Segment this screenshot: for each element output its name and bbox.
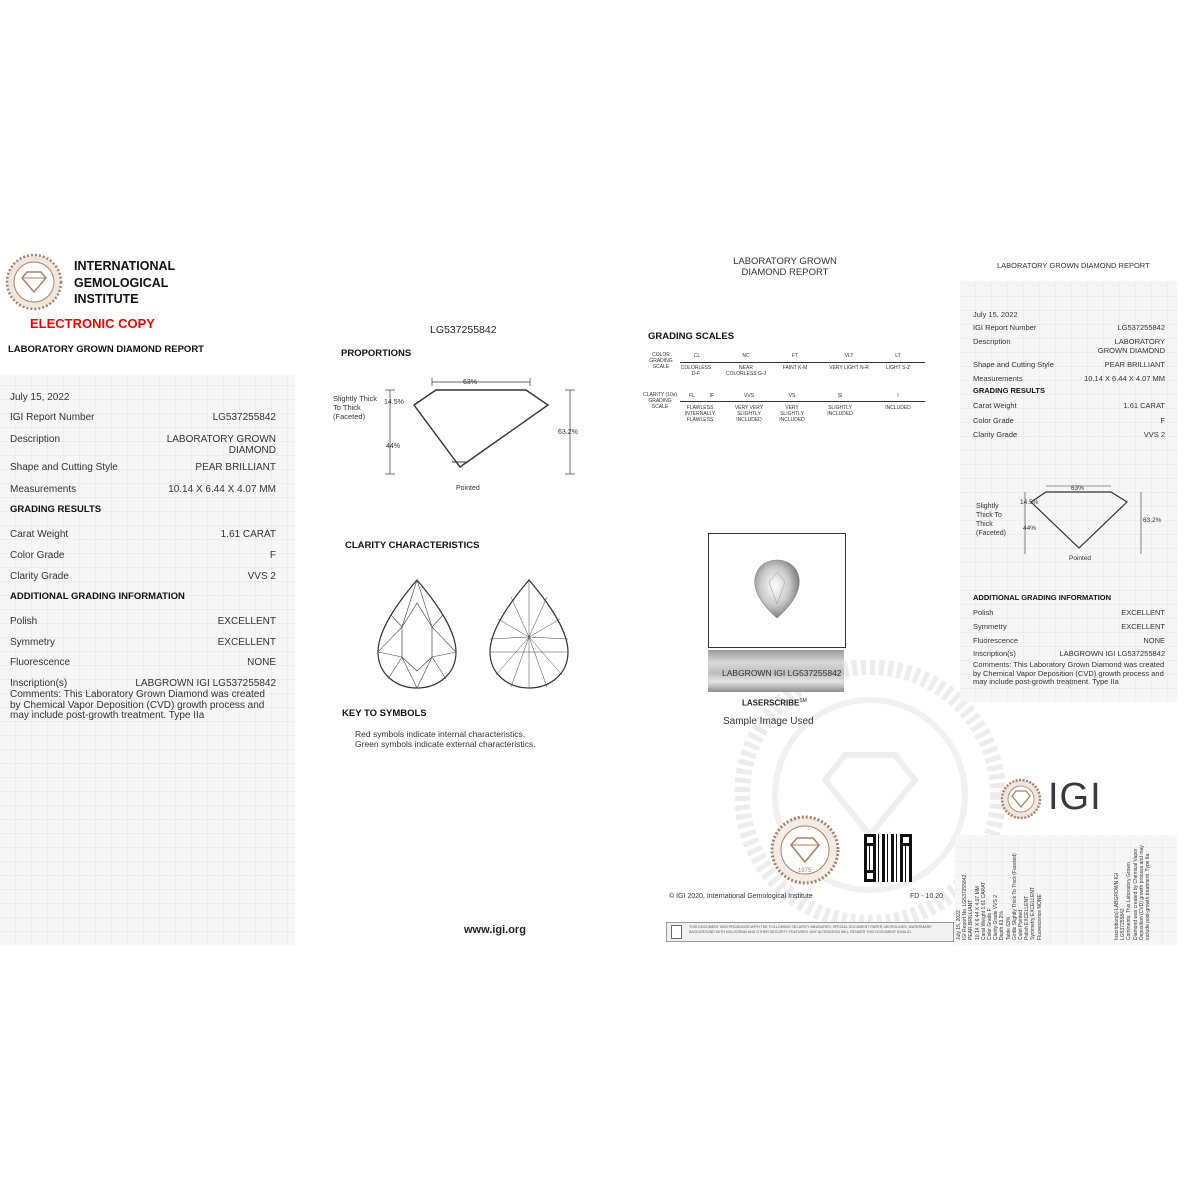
institute-line-3: INSTITUTE	[74, 292, 139, 306]
pavilion-pct: 44%	[386, 443, 401, 450]
far-right-header: LABORATORY GROWN DIAMOND REPORT	[997, 261, 1150, 270]
proportions-heading: PROPORTIONS	[341, 348, 412, 359]
row-label: Fluorescence	[10, 657, 71, 668]
fr-date: July 15, 2022	[973, 310, 1018, 319]
stub-line: Polish EXCELLENT	[1024, 895, 1031, 940]
fr-girdle-label: Slightly Thick To Thick (Faceted)	[976, 503, 1006, 537]
clarity-row	[10, 571, 276, 582]
crown-pct: 14.5%	[384, 399, 404, 406]
fr-carat-row	[973, 401, 1165, 410]
fr-proportions-diagram	[1015, 478, 1165, 568]
carat-row	[10, 529, 276, 540]
stub-line: Clarity Grade VVS 2	[993, 894, 1000, 940]
row-value: PEAR BRILLIANT	[195, 462, 276, 473]
row-value: LG537255842	[212, 412, 276, 423]
fr-pavilion-pct: 44%	[1023, 525, 1037, 532]
pear-pavilion-diagram	[486, 577, 572, 692]
clarity-scale-line	[680, 401, 925, 402]
fr-comments-text: Comments: This Laboratory Grown Diamond was created by Chemical Vapor Deposition (CVD) growth process and may include post-growth treatment. Type IIa	[973, 660, 1165, 686]
fr-polish-row	[973, 608, 1165, 617]
stub-line: Symmetry EXCELLENT	[1030, 886, 1037, 940]
row-value: 10.14 X 6.44 X 4.07 MM	[168, 484, 276, 495]
clarity-desc-fl: FLAWLESS	[686, 405, 714, 411]
row-label: Clarity Grade	[973, 430, 1018, 439]
row-value: EXCELLENT	[217, 616, 276, 627]
fr-depth-pct: 63.2%	[1143, 517, 1162, 524]
row-value: F	[1160, 416, 1165, 425]
institute-name	[74, 258, 175, 308]
row-label: Shape and Cutting Style	[10, 462, 118, 473]
clarity-desc-si: SLIGHTLY INCLUDED	[827, 405, 853, 417]
color-code-vlt: VLT	[844, 353, 854, 359]
stub-line: Fluorescence NONE	[1036, 894, 1043, 940]
row-value: VVS 2	[247, 571, 276, 582]
report-title: LABORATORY GROWN DIAMOND REPORT	[8, 344, 204, 355]
report-date: July 15, 2022	[10, 392, 70, 403]
row-label: Description	[10, 434, 61, 445]
color-desc-nc: NEAR COLORLESS G-J	[726, 365, 767, 377]
proportions-diagram	[330, 370, 590, 500]
fr-crown-pct: 14.5%	[1020, 499, 1039, 506]
qr-code[interactable]	[864, 834, 912, 882]
laserscribe-label	[742, 698, 807, 708]
row-label: Fluorescence	[973, 636, 1019, 645]
laserscribe-image	[708, 650, 844, 692]
key-to-symbols-heading: KEY TO SYMBOLS	[342, 708, 427, 719]
row-label: Shape and Cutting Style	[973, 360, 1054, 369]
row-value: 10.14 X 6.44 X 4.07 MM	[1084, 374, 1165, 383]
color-code-lt: LT	[895, 353, 901, 359]
color-row	[10, 550, 276, 561]
row-label: Description	[973, 337, 1011, 346]
diamond-photo	[709, 534, 845, 647]
fr-inscription-row	[973, 649, 1165, 658]
color-code-ft: FT	[791, 353, 799, 359]
clarity-desc-fl-if	[680, 405, 720, 423]
grading-results-heading: GRADING RESULTS	[10, 504, 102, 515]
laserscribe-text: LASERSCRIBE	[742, 698, 800, 708]
sample-caption: Sample Image Used	[723, 716, 814, 727]
stub-line: IGI Report No. LG537255842	[962, 874, 969, 940]
key-line-green: Green symbols indicate external characteristics.	[355, 739, 536, 749]
stub-line: Color Grade F	[987, 908, 994, 940]
row-label: Polish	[10, 616, 38, 627]
row-label: Measurements	[10, 484, 77, 495]
clarity-code-fl: FL	[689, 393, 695, 399]
clarity-code-i: I	[897, 393, 899, 399]
report-number-row	[10, 412, 276, 423]
igi-seal-stamp	[770, 815, 840, 885]
right-report-header: LABORATORY GROWN DIAMOND REPORT	[733, 256, 837, 278]
institute-line-1: INTERNATIONAL	[74, 259, 176, 273]
clarity-characteristics-heading: CLARITY CHARACTERISTICS	[345, 540, 480, 551]
stub-line: 10.14 X 6.44 X 4.07 MM	[974, 886, 981, 940]
row-label: Carat Weight	[973, 401, 1017, 410]
row-label: Clarity Grade	[10, 571, 69, 582]
pear-crown-diagram	[374, 577, 460, 692]
qr-finder-tr	[900, 834, 912, 846]
row-value: LABGROWN IGI LG537255842	[135, 678, 276, 689]
electronic-copy-label: ELECTRONIC COPY	[30, 316, 155, 331]
color-scale-line	[680, 362, 925, 363]
symmetry-row	[10, 637, 276, 648]
laserscribe-sup: SM	[799, 698, 807, 704]
shape-row	[10, 462, 276, 473]
fr-measurements-row	[973, 374, 1165, 383]
clarity-desc-i: INCLUDED	[885, 405, 911, 411]
fr-description-row	[973, 337, 1165, 355]
row-value: EXCELLENT	[217, 637, 276, 648]
color-desc-lt: LIGHT S-Z	[885, 365, 911, 371]
copyright-text: © IGI 2020, International Gemological Institute	[669, 893, 813, 900]
stub-line: Carat Weight 1.61 CARAT	[980, 881, 987, 940]
fr-clarity-row	[973, 430, 1165, 439]
fr-culet-label: Pointed	[1069, 555, 1092, 562]
table-pct: 63%	[463, 379, 478, 386]
stub-line: PEAR BRILLIANT	[968, 899, 975, 940]
color-desc-cl: COLORLESS D-F	[680, 365, 712, 377]
form-code: FD - 10 20	[910, 893, 944, 900]
qr-finder-tl	[864, 834, 876, 846]
igi-logo-icon	[1000, 778, 1042, 820]
igi-seal-logo	[5, 253, 63, 311]
girdle-label: Slightly Thick To Thick (Faceted)	[333, 394, 378, 421]
color-scale-label: COLOR GRADING SCALE	[649, 352, 673, 370]
seal-year: 1975	[798, 868, 812, 874]
description-row	[10, 434, 276, 456]
row-value: NONE	[247, 657, 276, 668]
clarity-code-if: IF	[709, 393, 715, 399]
row-label: Measurements	[973, 374, 1023, 383]
grading-scales-heading: GRADING SCALES	[648, 331, 735, 342]
row-value: VVS 2	[1143, 430, 1165, 439]
color-code-nc: NC	[742, 353, 750, 359]
security-banner	[666, 922, 954, 942]
row-label: Inscription(s)	[10, 678, 68, 689]
additional-info-heading: ADDITIONAL GRADING INFORMATION	[10, 591, 185, 602]
depth-pct: 63.2%	[558, 429, 578, 436]
laserscribe-inscription: LABGROWN IGI LG537255842	[722, 668, 842, 678]
polish-row	[10, 616, 276, 627]
security-icon	[671, 925, 682, 939]
stub-extra-block	[1114, 845, 1174, 940]
color-desc-ft: FAINT K-M	[782, 365, 808, 371]
stub-line: Culet Pointed	[1018, 909, 1025, 940]
row-value: EXCELLENT	[1121, 608, 1165, 617]
color-code-cl: CL	[693, 353, 701, 359]
measurements-row	[10, 484, 276, 495]
row-value: PEAR BRILLIANT	[1104, 360, 1165, 369]
culet-label: Pointed	[456, 485, 480, 492]
row-label: Symmetry	[10, 637, 55, 648]
key-line-red: Red symbols indicate internal characteristics.	[355, 729, 526, 739]
row-label: IGI Report Number	[973, 323, 1037, 332]
row-label: Color Grade	[10, 550, 65, 561]
fr-additional-heading: ADDITIONAL GRADING INFORMATION	[973, 593, 1112, 602]
fluorescence-row	[10, 657, 276, 668]
fr-symmetry-row	[973, 622, 1165, 631]
row-label: Inscription(s)	[973, 649, 1016, 658]
fr-table-pct: 63%	[1071, 485, 1085, 492]
clarity-desc-vvs: VERY VERY SLIGHTLY INCLUDED	[734, 405, 764, 423]
stub-comments: Comments: This Laboratory Grown Diamond was created by Chemical Vapor Deposition (CVD) growth process and may include post-growth treatment. Type IIa	[1126, 845, 1152, 940]
clarity-desc-vs: VERY SLIGHTLY INCLUDED	[779, 405, 805, 423]
fr-color-row	[973, 416, 1165, 425]
sample-image-box	[708, 533, 846, 648]
middle-report-number: LG537255842	[430, 324, 497, 336]
clarity-scale-label: CLARITY (10x) GRADING SCALE	[643, 392, 677, 410]
website-link[interactable]: www.igi.org	[464, 924, 526, 936]
clarity-desc-if: INTERNALLY FLAWLESS	[684, 411, 716, 423]
row-value: 1.61 CARAT	[220, 529, 276, 540]
fr-grading-results-heading: GRADING RESULTS	[973, 386, 1045, 395]
row-value: NONE	[1143, 636, 1165, 645]
row-value: F	[269, 550, 276, 561]
fr-shape-row	[973, 360, 1165, 369]
row-value: LABGROWN IGI LG537255842	[1059, 649, 1165, 658]
clarity-code-si: SI	[837, 393, 843, 399]
comments-text: Comments: This Laboratory Grown Diamond was created by Chemical Vapor Deposition (CVD) growth process and may include post-growth treatment. Type IIa	[10, 689, 265, 721]
row-label: Color Grade	[973, 416, 1014, 425]
row-value: LG537255842	[1117, 323, 1165, 332]
qr-finder-bl	[864, 870, 876, 882]
row-value: EXCELLENT	[1121, 622, 1165, 631]
institute-line-2: GEMOLOGICAL	[74, 275, 169, 290]
clarity-code-vvs: VVS	[743, 393, 754, 399]
stub-line: Depth 63.2%	[999, 911, 1006, 940]
clarity-code-vs: VS	[788, 393, 796, 399]
fr-fluorescence-row	[973, 636, 1165, 645]
inscription-row	[10, 678, 276, 689]
row-label: Polish	[973, 608, 994, 617]
row-label: IGI Report Number	[10, 412, 95, 423]
igi-logo-text: IGI	[1048, 776, 1102, 818]
stub-line: July 15, 2022	[956, 910, 962, 940]
row-value: 1.61 CARAT	[1123, 401, 1165, 410]
row-label: Symmetry	[973, 622, 1007, 631]
security-note: THIS DOCUMENT WAS PRODUCED WITH THE FOLLOWING SECURITY MEASURES: SPECIAL DOCUMENT PAPER, MICROLINES, WATERMARK BACKGROUND WITH HOLOGRAM AND OTHER SECURITY FEATURES. ANY ALTERATION WILL RENDER THIS DOCUMENT INVALID.	[689, 925, 932, 934]
stub-line: Inscription(s) LABGROWN IGI LG537255842	[1114, 872, 1127, 940]
color-desc-vlt: VERY LIGHT N-R	[829, 365, 869, 371]
row-value: LABORATORY GROWN DIAMOND	[1097, 337, 1165, 355]
fr-report-number-row	[973, 323, 1165, 332]
row-value: LABORATORY GROWN DIAMOND	[166, 434, 276, 456]
stub-line: Girdle Slightly Thick To Thick (Faceted)	[1011, 853, 1018, 940]
stub-line: Table 63%	[1005, 916, 1012, 940]
row-label: Carat Weight	[10, 529, 69, 540]
